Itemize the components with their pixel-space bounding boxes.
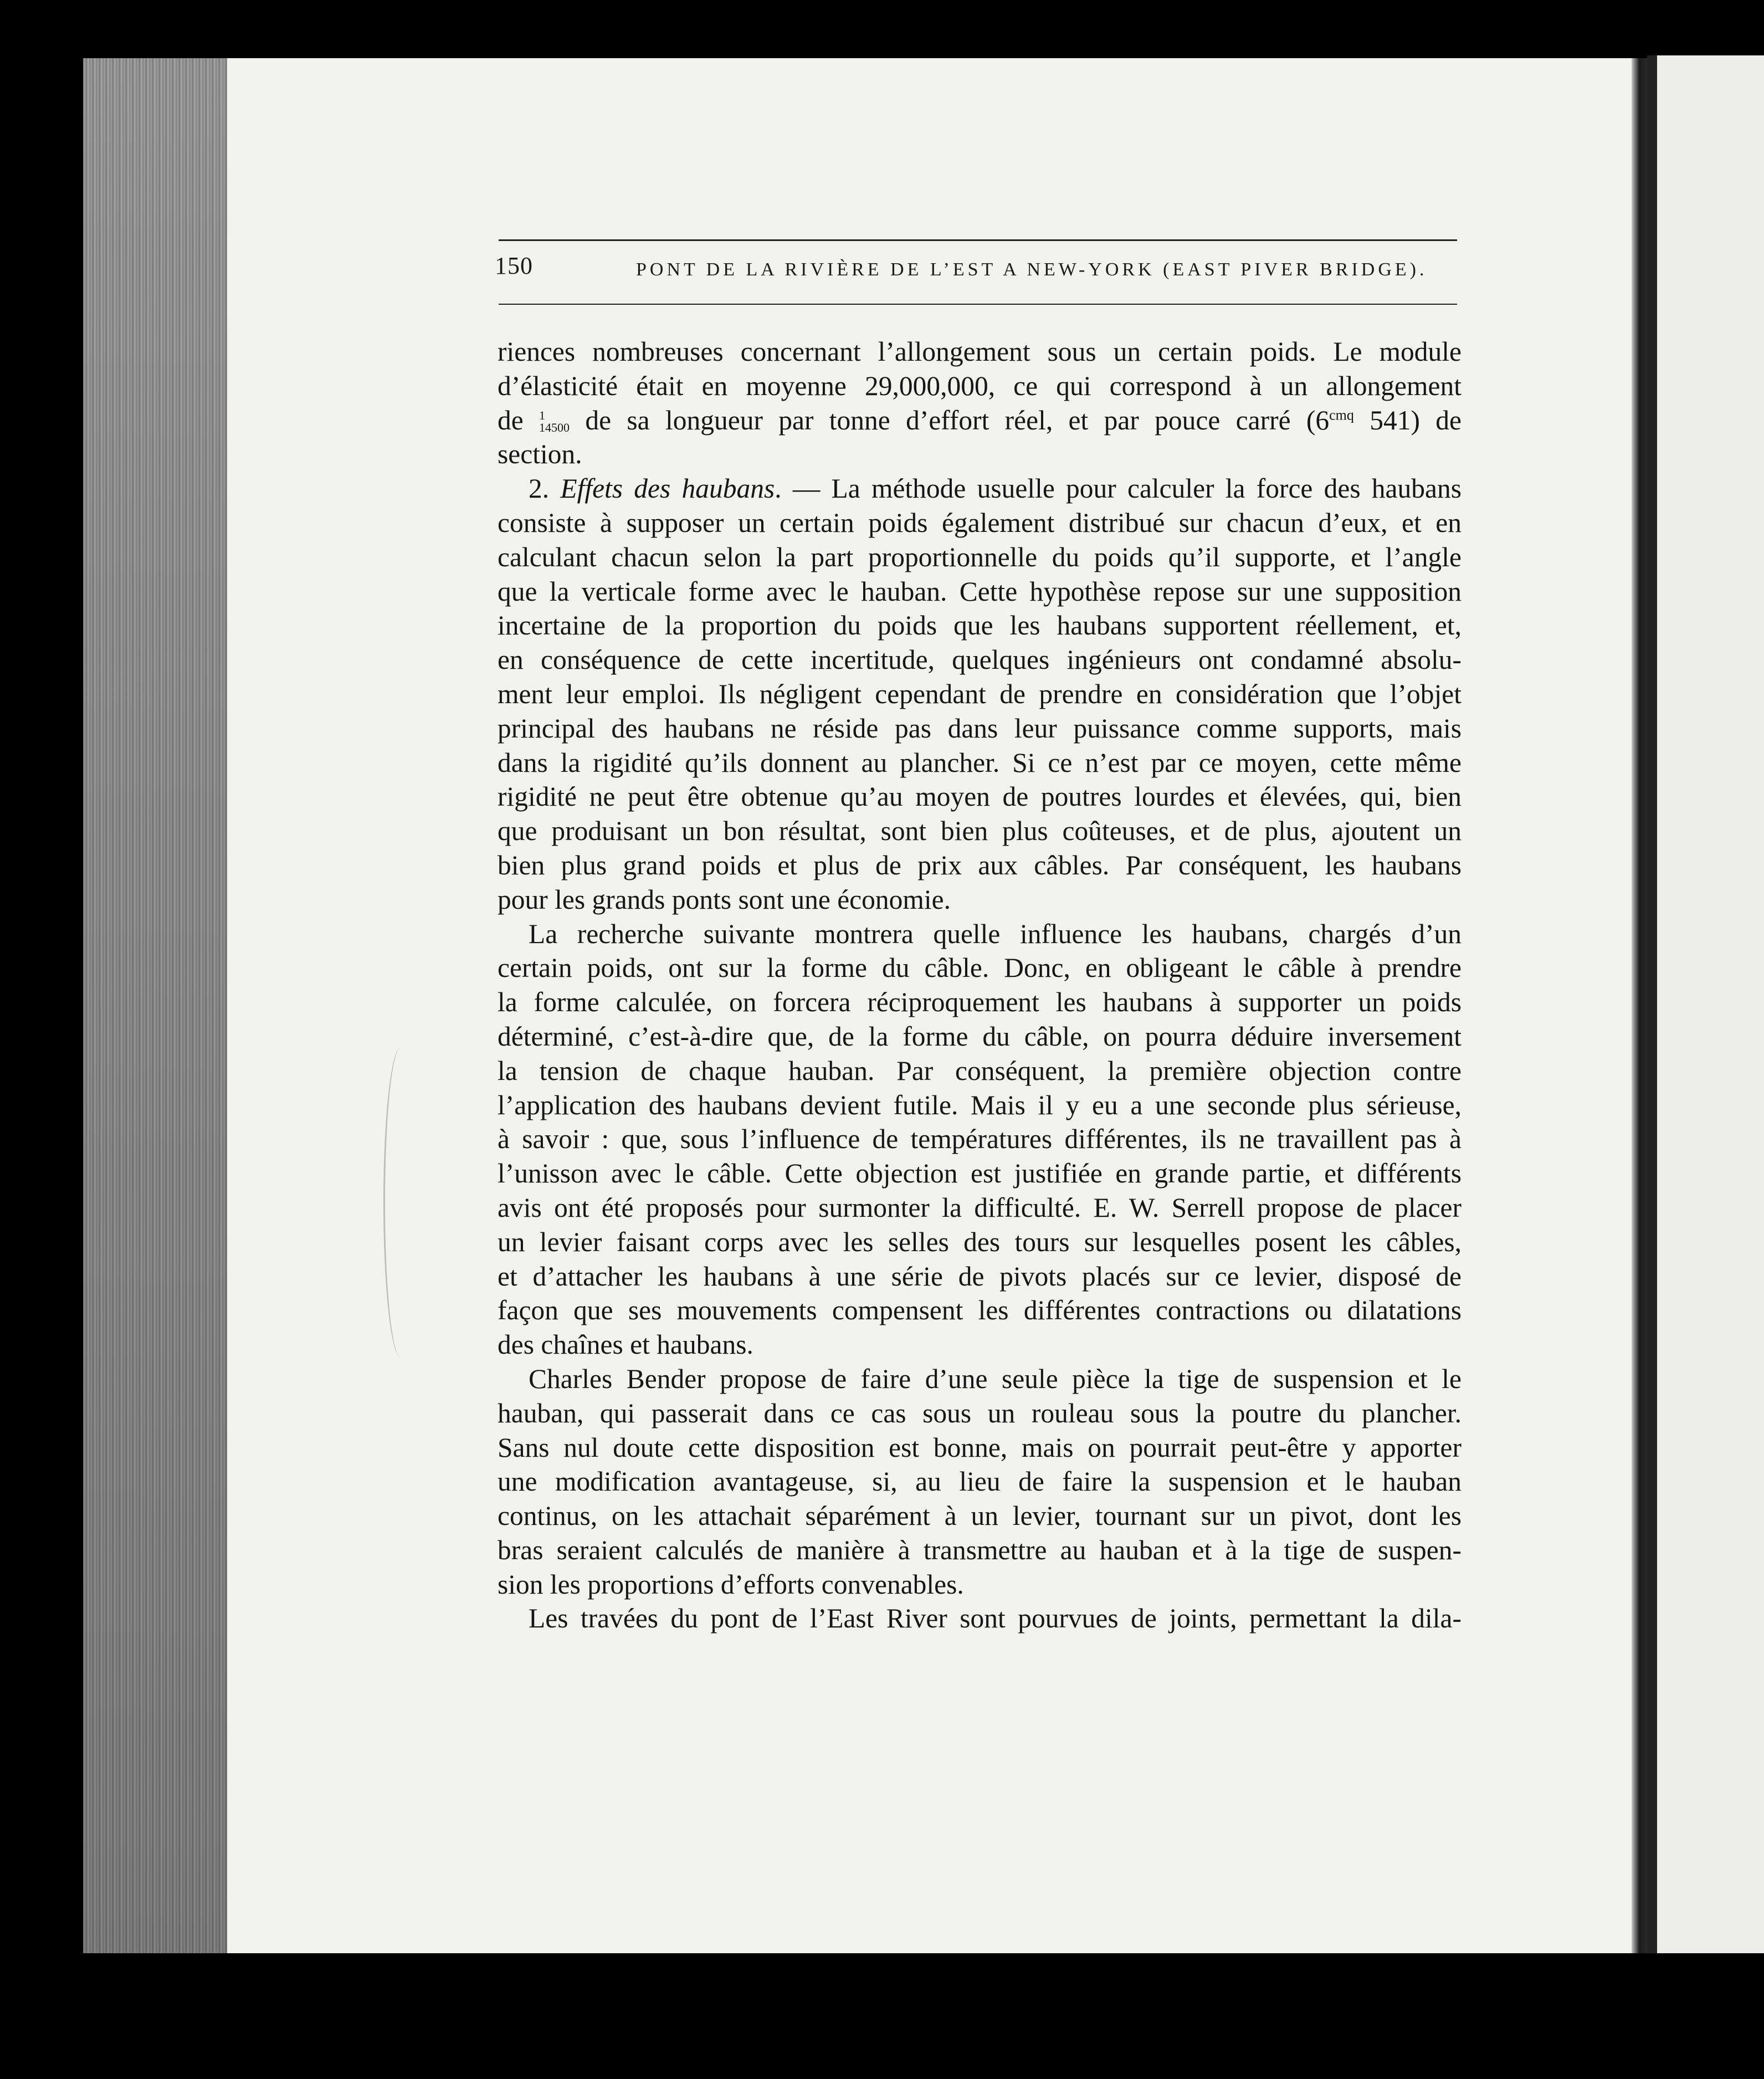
text-line: d’élasticité était en moyenne 29,000,000, ce qui correspond à un allongement	[498, 370, 1462, 401]
text-line: hauban, qui passerait dans ce cas sous un rouleau sous la poutre du plancher.	[498, 1397, 1462, 1428]
text-line: que la verticale forme avec le hauban. Cette hypothèse repose sur une supposition	[498, 576, 1462, 607]
text-line: pour les grands ponts sont une économie.	[498, 884, 951, 915]
text-line: Sans nul doute cette disposition est bonne, mais on pourrait peut-être y apporter	[498, 1432, 1462, 1463]
running-header	[495, 252, 1462, 289]
facing-page-shadow	[1647, 55, 1657, 1953]
text-line: la forme calculée, on forcera réciproquement les haubans à supporter un poids	[498, 987, 1462, 1018]
text-line-with-fraction: de 1 14500 de sa longueur par tonne d’effort réel, et par pouce carré ($6^{cmq}$ 541) de	[498, 404, 1462, 436]
running-title: PONT DE LA RIVIÈRE DE L’EST A NEW-YORK (EAST PIVER BRIDGE).	[636, 259, 1428, 280]
text-line: continus, on les attachait séparément à un levier, tournant sur un pivot, dont les	[498, 1501, 1462, 1532]
text-line: calculant chacun selon la part proportionnelle du poids qu’il supporte, et l’angle	[498, 541, 1462, 572]
text-line: Les travées du pont de l’East River sont pourvues de joints, permettant la dila-	[529, 1603, 1462, 1634]
text-line: riences nombreuses concernant l’allongement sous un certain poids. Le module	[498, 336, 1462, 367]
text-line-heading: 2. Effets des haubans. — La méthode usuelle pour calculer la force des haubans	[529, 473, 1462, 504]
body-text	[498, 335, 1462, 1636]
book-edge	[83, 58, 232, 1953]
text-line: déterminé, c’est-à-dire que, de la forme du câble, on pourra déduire inversement	[498, 1021, 1462, 1052]
text-line: consiste à supposer un certain poids également distribué sur chacun d’eux, et en	[498, 507, 1462, 538]
text-line: sion les proportions d’efforts convenables.	[498, 1569, 964, 1600]
text-line: en conséquence de cette incertitude, quelques ingénieurs ont condamné absolu-	[498, 644, 1462, 675]
text-line: rigidité ne peut être obtenue qu’au moyen de poutres lourdes et élevées, qui, bien	[498, 781, 1462, 812]
header-rule-bottom	[499, 304, 1457, 305]
text-line: un levier faisant corps avec les selles des tours sur lesquelles posent les câbles,	[498, 1226, 1462, 1257]
text-line: et d’attacher les haubans à une série de pivots placés sur ce levier, disposé de	[498, 1261, 1462, 1292]
text-line: façon que ses mouvements compensent les différentes contractions ou dilatations	[498, 1295, 1462, 1326]
facing-page-edge	[1647, 55, 1764, 1953]
text-line: Charles Bender propose de faire d’une seule pièce la tige de suspension et le	[529, 1363, 1462, 1394]
text-line: l’application des haubans devient futile. Mais il y eu a une seconde plus sérieuse,	[498, 1089, 1462, 1120]
page-number: 150	[495, 252, 533, 279]
text-line: ment leur emploi. Ils négligent cependant de prendre en considération que l’objet	[498, 678, 1462, 709]
text-line: bien plus grand poids et plus de prix aux câbles. Par conséquent, les haubans	[498, 849, 1462, 880]
text-line: bras seraient calculés de manière à transmettre au hauban et à la tige de suspen-	[498, 1534, 1462, 1565]
text-line: la tension de chaque hauban. Par conséquent, la première objection contre	[498, 1055, 1462, 1086]
text-line: l’unisson avec le câble. Cette objection est justifiée en grande partie, et différents	[498, 1158, 1462, 1189]
text-line: des chaînes et haubans.	[498, 1329, 753, 1360]
text-line: que produisant un bon résultat, sont bien plus coûteuses, et de plus, ajoutent un	[498, 816, 1462, 847]
superscript-unit: cmq	[1329, 407, 1354, 423]
text-line: incertaine de la proportion du poids que les haubans supportent réellement, et,	[498, 610, 1462, 641]
text-line: principal des haubans ne réside pas dans leur puissance comme supports, mais	[498, 713, 1462, 744]
header-rule-top	[499, 239, 1457, 241]
text-line: La recherche suivante montrera quelle influence les haubans, chargés d’un	[529, 918, 1462, 949]
fraction: 1 14500	[539, 408, 570, 434]
text-line: une modification avantageuse, si, au lieu de faire la suspension et le hauban	[498, 1466, 1462, 1497]
margin-mark	[383, 1047, 418, 1358]
text-line: dans la rigidité qu’ils donnent au plancher. Si ce n’est par ce moyen, cette même	[498, 747, 1462, 778]
text-line: avis ont été proposés pour surmonter la difficulté. E. W. Serrell propose de placer	[498, 1192, 1462, 1223]
binding-gutter	[1632, 58, 1647, 1953]
section-heading: Effets des haubans	[560, 473, 775, 504]
text-line: section.	[498, 439, 582, 470]
text-line: certain poids, ont sur la forme du câble. Donc, en obligeant le câble à prendre	[498, 953, 1462, 984]
text-line: à savoir : que, sous l’influence de températures différentes, ils ne travaillent pas à	[498, 1124, 1462, 1155]
